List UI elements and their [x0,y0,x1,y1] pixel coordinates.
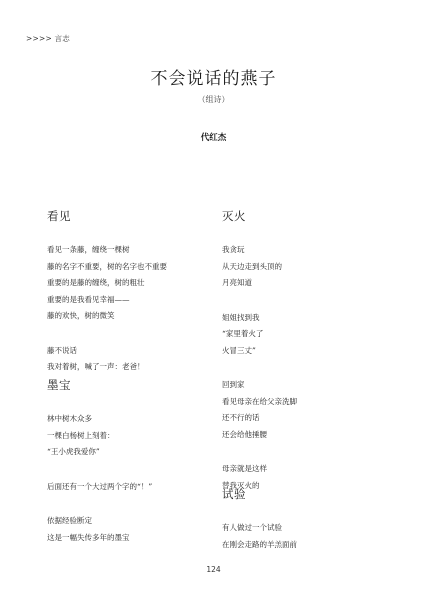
poem-line: 母亲就是这样 [222,464,267,473]
poem-line: “家里着火了 [222,329,264,338]
poem-line: 林中树木众多 [47,414,92,423]
stanza [47,343,217,376]
stanza [222,377,392,443]
poem-line: 月亮知道 [222,278,252,287]
poem-line: 这是一幅失传多年的墨宝 [47,532,130,542]
stanza [222,310,392,360]
author-name: 代红杰 [200,133,227,143]
poem-title: 看见 [47,209,71,223]
poem-line: 看见母亲在给父亲洗脚 [222,396,297,406]
poem-line: 在刚会走路的羊羔面前 [222,539,297,549]
poem-line: “王小虎我爱你” [47,447,100,456]
poem-line: 我贪玩 [222,245,245,254]
poem-title: 试验 [222,487,246,501]
poem-line: 后面还有一个大过两个字的“！” [47,481,153,491]
poem-line: 看见一条藤，缠绕一棵树 [47,245,130,254]
stanza [222,520,392,553]
poem-line: 藤的名字不重要，树的名字也不重要 [47,261,167,271]
poem-miehuo [222,208,392,512]
poem-mobao [47,377,217,564]
poem-line: 重要的是藤的缠绕，树的粗壮 [47,278,145,287]
poem-line: 从天边走到头顶的 [222,261,282,271]
stanza [222,242,392,292]
poem-line: 藤不说话 [47,345,77,355]
poem-line: 藤的欢快，树的微笑 [47,311,115,320]
poem-line: 一棵白杨树上刻着： [47,430,115,440]
poem-line: 我对着树，喊了一声：老爸！ [47,362,145,371]
poem-collection-title: 不会说话的燕子 [150,69,277,89]
poem-title: 墨宝 [47,378,71,392]
poem-line: 火冒三丈” [222,345,256,355]
poem-shiyan [222,486,392,571]
poem-collection-subtitle: （组诗） [197,95,230,104]
poem-line: 重要的是我看见幸福—— [47,294,130,304]
page-number: 124 [206,565,221,574]
poem-line: 有人做过一个试验 [222,523,282,532]
poem-line: 依据经验断定 [47,516,92,525]
stanza [47,242,217,325]
stanza [47,411,217,461]
poem-kanjian [47,208,217,394]
poem-line: 替我灭火的 [222,480,260,490]
poem-line: 还会给他捶腰 [222,429,267,439]
section-label: >>>> 言志 [26,34,70,43]
poem-title: 灭火 [222,209,246,223]
stanza [47,513,217,546]
poem-line: 还不行的话 [222,413,260,422]
stanza [47,479,217,496]
poem-line: 回到家 [222,380,245,389]
poem-line: 姐姐找到我 [222,312,260,322]
